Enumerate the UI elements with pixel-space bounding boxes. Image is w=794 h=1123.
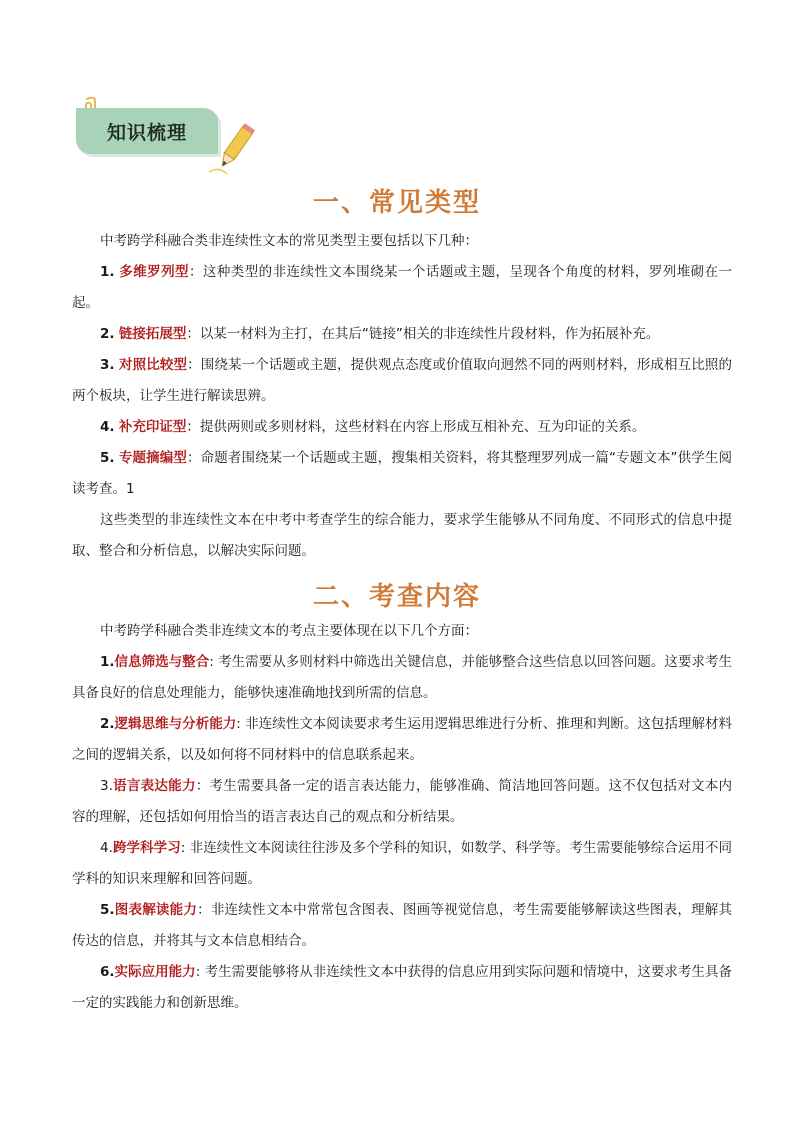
item-sep: ： bbox=[195, 778, 210, 794]
types-intro: 中考跨学科融合类非连续性文本的常见类型主要包括以下几种： bbox=[100, 233, 478, 249]
item-text: 非连续性文本阅读要求考生运用逻辑思维进行分析、推理和判断。这包括理解材料之间的逻辑关系，以及如何将不同材料中的信息联系起来。 bbox=[72, 716, 733, 763]
content-item-4 bbox=[72, 833, 732, 895]
item-term: 语言表达能力 bbox=[112, 778, 196, 794]
content-intro: 中考跨学科融合类非连续文本的考点主要体现在以下几个方面： bbox=[100, 623, 478, 639]
item-term: 多维罗列型 bbox=[119, 264, 189, 280]
pencil-icon bbox=[205, 118, 265, 178]
item-text: 命题者围绕某一个话题或主题，搜集相关资料，将其整理罗列成一篇“专题文本”供学生阅读考查。1 bbox=[72, 450, 732, 497]
item-sep: ： bbox=[188, 264, 203, 280]
type-item-4 bbox=[72, 412, 732, 443]
item-sep: : bbox=[195, 964, 205, 980]
item-sep: ： bbox=[197, 902, 211, 918]
section-title-types: 一、常见类型 bbox=[312, 188, 481, 218]
item-sep: ： bbox=[187, 450, 201, 466]
item-sep: : bbox=[236, 716, 246, 732]
content-item-3 bbox=[72, 771, 732, 833]
item-text: 围绕某一个话题或主题，提供观点态度或价值取向迥然不同的两则材料，形成相互比照的两个板块，让学生进行解读思辨。 bbox=[72, 357, 733, 404]
section-badge bbox=[76, 108, 218, 154]
item-term: 链接拓展型 bbox=[118, 326, 187, 342]
content-item-5 bbox=[72, 895, 732, 957]
item-term: 补充印证型 bbox=[118, 419, 187, 435]
item-term: 信息筛选与整合 bbox=[114, 654, 210, 670]
item-number: 2. bbox=[100, 326, 115, 342]
type-item-3 bbox=[72, 350, 732, 412]
item-sep: : bbox=[180, 840, 190, 856]
content-item-1 bbox=[72, 647, 732, 709]
item-number: 5. bbox=[100, 902, 115, 918]
item-term: 图表解读能力 bbox=[114, 902, 198, 918]
type-item-1 bbox=[72, 257, 732, 319]
item-term: 跨学科学习 bbox=[112, 840, 181, 856]
item-number: 2. bbox=[100, 716, 115, 732]
item-number: 3. bbox=[100, 357, 115, 373]
item-number: 3. bbox=[100, 778, 113, 794]
item-text: 提供两则或多则材料，这些材料在内容上形成互相补充、互为印证的关系。 bbox=[199, 419, 646, 435]
item-sep: ： bbox=[186, 326, 200, 342]
types-outro: 这些类型的非连续性文本在中考中考查学生的综合能力，要求学生能够从不同角度、不同形式的信息中提取、整合和分析信息，以解决实际问题。 bbox=[72, 512, 732, 559]
item-sep: : bbox=[209, 654, 219, 670]
item-term: 专题摘编型 bbox=[118, 450, 187, 466]
type-item-2 bbox=[72, 319, 732, 350]
item-number: 4. bbox=[100, 840, 113, 856]
item-term: 对照比较型 bbox=[118, 357, 188, 373]
section-title-content: 二、考查内容 bbox=[312, 582, 481, 612]
item-text: 考生需要从多则材料中筛选出关键信息，并能够整合这些信息以回答问题。这要求考生具备良好的信息处理能力，能够快速准确地找到所需的信息。 bbox=[72, 654, 733, 701]
item-text: 非连续性文本阅读往往涉及多个学科的知识，如数学、科学等。考生需要能够综合运用不同学科的知识来理解和回答问题。 bbox=[72, 840, 733, 887]
item-text: 以某一材料为主打，在其后“链接”相关的非连续性片段材料，作为拓展补充。 bbox=[199, 326, 660, 342]
item-term: 逻辑思维与分析能力 bbox=[114, 716, 237, 732]
item-number: 1. bbox=[100, 264, 115, 280]
badge-label: 知识梳理 bbox=[106, 121, 187, 144]
content-item-6 bbox=[72, 957, 732, 1019]
item-text: 考生需要具备一定的语言表达能力，能够准确、简洁地回答问题。这不仅包括对文本内容的理解，还包括如何用恰当的语言表达自己的观点和分析结果。 bbox=[72, 778, 733, 825]
item-text: 非连续性文本中常常包含图表、图画等视觉信息，考生需要能够解读这些图表，理解其传达的信息，并将其与文本信息相结合。 bbox=[72, 902, 733, 949]
item-sep: ： bbox=[187, 357, 201, 373]
item-number: 1. bbox=[100, 654, 115, 670]
item-number: 5. bbox=[100, 450, 115, 466]
content-item-2 bbox=[72, 709, 732, 771]
item-number: 6. bbox=[100, 964, 115, 980]
type-item-5 bbox=[72, 443, 732, 505]
item-text: 考生需要能够将从非连续性文本中获得的信息应用到实际问题和情境中，这要求考生具备一定的实践能力和创新思维。 bbox=[72, 964, 733, 1011]
item-sep: ： bbox=[186, 419, 200, 435]
item-text: 这种类型的非连续性文本围绕某一个话题或主题，呈现各个角度的材料，罗列堆砌在一起。 bbox=[72, 264, 733, 311]
item-number: 4. bbox=[100, 419, 115, 435]
item-term: 实际应用能力 bbox=[114, 964, 196, 980]
